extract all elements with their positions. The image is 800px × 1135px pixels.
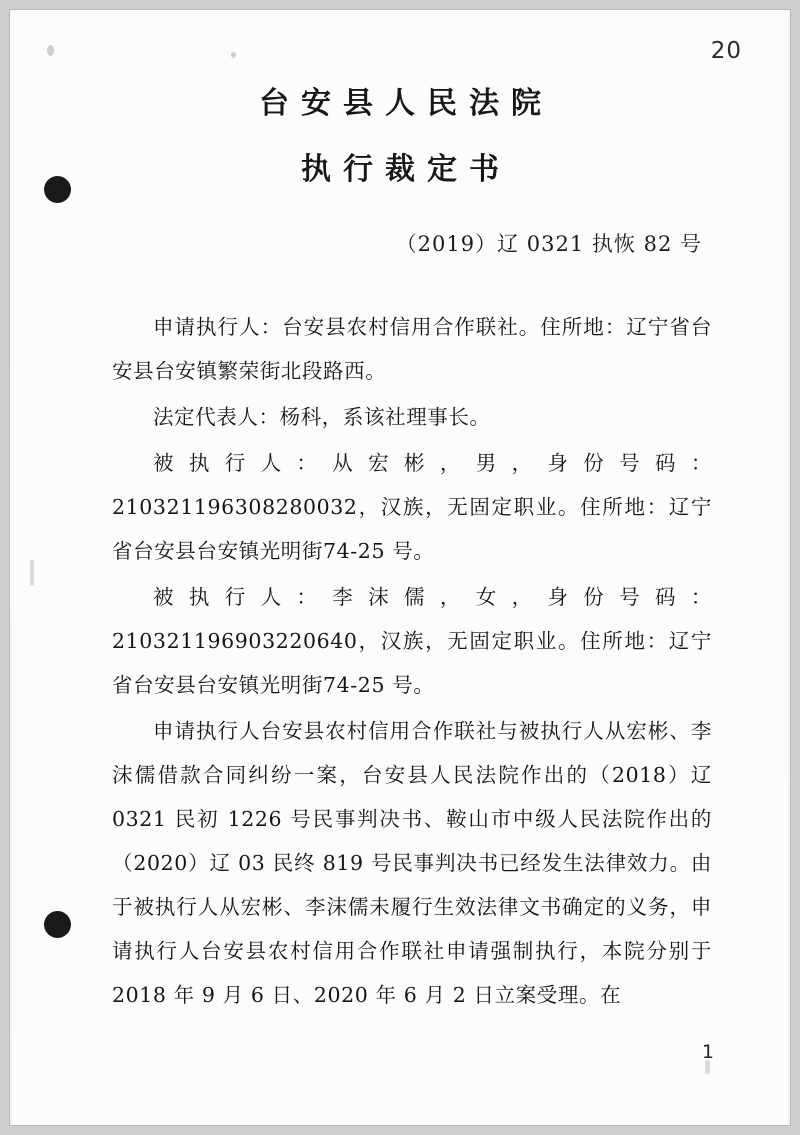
document-type-title: 执行裁定书 xyxy=(301,152,511,187)
paragraph: 被执行人：从宏彬，男，身份号码：210321196308280032，汉族，无固定职业。住所地：辽宁省台安县台安镇光明街74-25 号。 xyxy=(112,451,712,563)
paragraph: 法定代表人：杨科，系该社理事长。 xyxy=(153,405,491,429)
binder-hole-punch xyxy=(44,911,71,938)
paragraph: 被执行人：李沫儒，女，身份号码：210321196903220640，汉族，无固定职业。住所地：辽宁省台安县台安镇光明街74-25 号。 xyxy=(112,585,712,697)
paragraph: 申请执行人台安县农村信用合作联社与被执行人从宏彬、李沫儒借款合同纠纷一案，台安县人民法院作出的（2018）辽 0321 民初 1226 号民事判决书、鞍山市中级人民法院作出的（2020）辽 03 民终 819 号民事判决书已经发生法律效力。由于被执行人从宏彬、李沫儒未履行生效法律文书确定的义务，申请执行人台安县农村信用合作联社申请强制执行，本院分别于 2018 年 9 月 6 日、2020 年 6 月 2 日立案受理。在 xyxy=(112,719,712,1007)
title-block xyxy=(0,78,800,188)
scan-artifact-speck xyxy=(231,52,236,58)
paragraph: 申请执行人：台安县农村信用合作联社。住所地：辽宁省台安县台安镇繁荣街北段路西。 xyxy=(112,315,712,383)
scan-artifact-speck xyxy=(30,560,34,586)
case-number: （2019）辽 0321 执恢 82 号 xyxy=(395,232,702,256)
court-name-title: 台安县人民法院 xyxy=(259,86,553,121)
page-number-bottom: 1 xyxy=(701,1041,714,1063)
scan-artifact-speck xyxy=(47,45,54,56)
page-number-top: 20 xyxy=(710,38,742,64)
document-body xyxy=(112,305,712,1019)
